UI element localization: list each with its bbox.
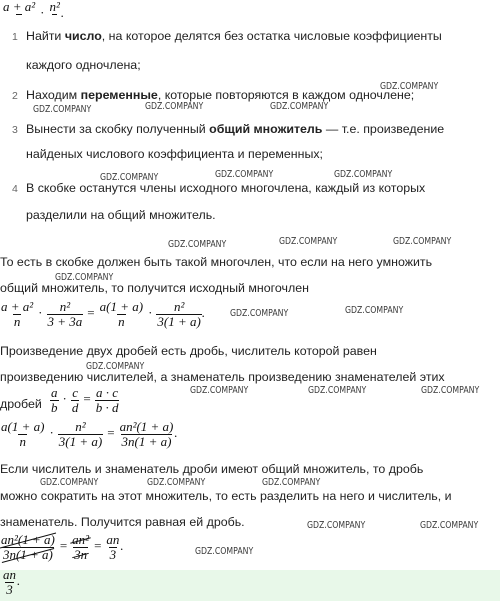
list-item-line: каждого одночлена; (26, 58, 141, 72)
fraction-product-rule: $\frac{a}{b}$ · $\frac{c}{d}$ = $\frac{a \cdot c}{b \cdot d}$ (51, 385, 119, 415)
fraction: $\frac{a}{b}$ (51, 385, 58, 415)
watermark: GDZ.COMPANY (308, 385, 367, 396)
list-item-number: 1 (12, 31, 18, 43)
watermark: GDZ.COMPANY (100, 172, 159, 183)
watermark: GDZ.COMPANY (307, 520, 366, 531)
fraction: $\frac{\text{an²(1 + a)}}{3n(1 + a)}$ (119, 419, 174, 449)
fraction: $\frac{c}{d}$ (71, 385, 79, 415)
list-item-number: 4 (12, 183, 18, 195)
watermark: GDZ.COMPANY (168, 239, 227, 250)
list-item-line: найденых числового коэффициента и переменных; (26, 147, 323, 161)
fraction: $\frac{\text{an²(1 + a)}}{3n(1 + a)}$ (1, 532, 55, 562)
watermark: GDZ.COMPANY (40, 477, 99, 488)
watermark: GDZ.COMPANY (420, 520, 479, 531)
watermark: GDZ.COMPANY (421, 385, 480, 396)
fraction: $\frac{\text{a + a²}}{n}$ (1, 299, 34, 329)
list-item-line: Вынести за скобку полученный общий множитель — т.е. произведение (26, 122, 445, 136)
list-item-line: Найти число, на которое делятся без остатка числовые коэффициенты (26, 29, 442, 43)
paragraph-line: Произведение двух дробей есть дробь, числитель которой равен (0, 344, 377, 358)
paragraph-line: Если числитель и знаменатель дроби имеют общий множитель, то дробь (0, 462, 424, 476)
paragraph-line: можно сократить на этот множитель, то есть разделить на него и числитель, и (0, 489, 452, 503)
watermark: GDZ.COMPANY (145, 101, 204, 112)
answer-box (0, 567, 500, 601)
operator: · (40, 5, 45, 21)
top-formula: a + a² · n² . (2, 0, 64, 28)
paragraph-line: То есть в скобке должен быть такой многочлен, что если на него умножить (0, 255, 433, 269)
list-item-number: 2 (12, 90, 18, 102)
paragraph-line: произведению числителей, а знаменатель произведению знаменателей этих (0, 370, 445, 384)
fraction: $\frac{an}{3}$ (106, 532, 120, 562)
equation-3: $\frac{\text{an²(1 + a)}}{3n(1 + a)}$ = $\frac{\text{an²}}{3n}$ = $\frac{an}{3}$ . (1, 532, 124, 562)
fraction: a + a² (2, 0, 36, 28)
watermark: GDZ.COMPANY (33, 104, 92, 115)
watermark: GDZ.COMPANY (270, 101, 329, 112)
fraction: n² (49, 0, 61, 28)
fraction: $\frac{\text{n²}}{3(1 + a)}$ (58, 419, 103, 449)
fraction: $\frac{\text{n²}}{3(1 + a)}$ (157, 299, 201, 329)
equation-1: $\frac{\text{a + a²}}{n}$ · $\frac{\text{n²}}{3 + 3a}$ = $\frac{a(1 + a)}{n}$ · $\frac{\text{n²}}{3(1 + a)}$ . (1, 299, 206, 329)
watermark: GDZ.COMPANY (262, 477, 321, 488)
watermark: GDZ.COMPANY (55, 272, 114, 283)
watermark: GDZ.COMPANY (393, 236, 452, 247)
watermark: GDZ.COMPANY (230, 308, 289, 319)
paragraph-line: дробей (0, 397, 42, 411)
list-item-line: Находим переменные, которые повторяются в каждом одночлене; (26, 88, 415, 102)
watermark: GDZ.COMPANY (334, 169, 393, 180)
list-item-number: 3 (12, 124, 18, 136)
fraction: $\frac{a(1 + a)}{n}$ (1, 419, 45, 449)
fraction: $\frac{a \cdot c}{b \cdot d}$ (95, 385, 119, 415)
list-item-line: В скобке останутся члены исходного многочлена, каждый из которых (26, 181, 426, 195)
fraction: $\frac{an}{3}$ (3, 567, 16, 597)
watermark: GDZ.COMPANY (190, 385, 249, 396)
watermark: GDZ.COMPANY (380, 81, 439, 92)
watermark: GDZ.COMPANY (195, 546, 254, 557)
watermark: GDZ.COMPANY (279, 236, 338, 247)
answer-formula: $\frac{an}{3}$ . (3, 567, 21, 597)
fraction: $\frac{\text{an²}}{3n}$ (72, 532, 90, 562)
fraction: $\frac{a(1 + a)}{n}$ (99, 299, 144, 329)
watermark: GDZ.COMPANY (215, 169, 274, 180)
list-item-line: разделили на общий множитель. (26, 208, 216, 222)
watermark: GDZ.COMPANY (147, 477, 206, 488)
paragraph-line: знаменатель. Получится равная ей дробь. (0, 515, 245, 529)
fraction: $\frac{\text{n²}}{3 + 3a}$ (47, 299, 83, 329)
watermark: GDZ.COMPANY (345, 305, 404, 316)
equation-2: $\frac{a(1 + a)}{n}$ · $\frac{\text{n²}}{3(1 + a)}$ = $\frac{\text{an²(1 + a)}}{3n(1 + a)}$ . (1, 419, 178, 449)
paragraph-line: общий множитель, то получится исходный многочлен (0, 281, 309, 295)
watermark: GDZ.COMPANY (86, 361, 145, 372)
